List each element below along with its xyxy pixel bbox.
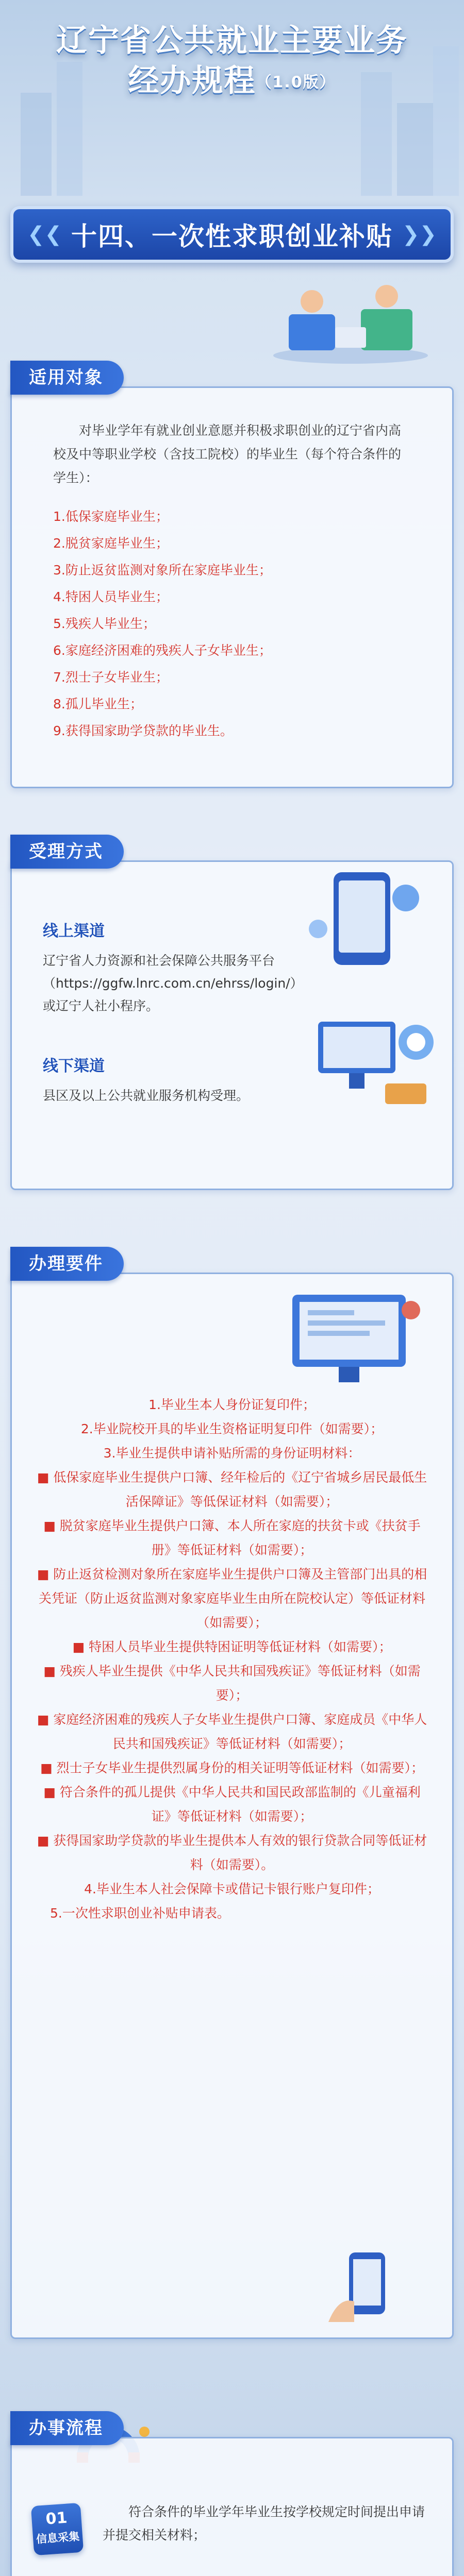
section-tag-eligibility: 适用对象 <box>10 361 124 395</box>
offline-channel-text: 县区及以上公共就业服务机构受理。 <box>43 1088 250 1103</box>
topic-title: 十四、一次性求职创业补贴 <box>71 222 393 251</box>
requirement-line: ■ 特困人员毕业生提供特困证明等低证材料（如需要）； <box>72 1639 392 1654</box>
online-channel-title: 线上渠道 <box>43 922 105 940</box>
requirement-line: ■ 残疾人毕业生提供《中华人民共和国残疾证》等低证材料（如需要）； <box>43 1664 421 1703</box>
list-item: 8.孤儿毕业生； <box>53 697 143 711</box>
page-title <box>0 21 464 103</box>
section-channels <box>10 835 454 1195</box>
list-item: 7.烈士子女毕业生； <box>53 670 169 685</box>
monitor-illustration-icon <box>272 1290 426 1387</box>
section-tag-requirements: 办理要件 <box>10 1247 124 1281</box>
requirement-line: 2.毕业院校开具的毕业生资格证明复印件（如需要）； <box>80 1421 384 1436</box>
computer-network-illustration-icon <box>308 1001 442 1109</box>
step-label: 信息采集 <box>36 2530 80 2546</box>
phone-hand-illustration-icon <box>303 867 432 970</box>
hand-phone-illustration-icon <box>318 2250 406 2327</box>
requirement-line: ■ 低保家庭毕业生提供户口簿、经年检后的《辽宁省城乡居民最低生活保障证》等低保证材料（如需要）； <box>37 1470 427 1509</box>
online-channel-text: 辽宁省人力资源和社会保障公共服务平台（https://ggfw.lnrc.com.cn/ehrss/login/）或辽宁人社小程序。 <box>43 953 303 1013</box>
list-item: 3.防止返贫监测对象所在家庭毕业生； <box>53 563 272 578</box>
title-line-1: 辽宁省公共就业主要业务 <box>56 23 408 59</box>
eligibility-list <box>53 503 411 744</box>
list-item: 9.获得国家助学贷款的毕业生。 <box>53 723 233 738</box>
requirement-line: 5.一次性求职创业补贴申请表。 <box>50 1906 230 1921</box>
section-tag-channels: 受理方式 <box>10 835 124 869</box>
left-wing-icon: ❮❮ <box>27 223 62 246</box>
right-wing-icon: ❯❯ <box>402 223 437 246</box>
eligibility-card <box>10 386 454 788</box>
step-number: 01 <box>45 2509 68 2529</box>
step-badge <box>31 2503 84 2555</box>
students-illustration-icon <box>268 278 433 366</box>
requirement-line: 1.毕业生本人身份证复印件； <box>148 1397 316 1412</box>
requirement-line: ■ 脱贫家庭毕业生提供户口簿、本人所在家庭的扶贫卡或《扶贫手册》等低证材料（如需要）； <box>43 1518 421 1557</box>
list-item: 1.低保家庭毕业生； <box>53 509 169 524</box>
list-item: 5.残疾人毕业生； <box>53 616 156 631</box>
process-card <box>10 2437 454 2576</box>
requirement-line: 4.毕业生本人社会保障卡或借记卡银行账户复印件； <box>84 1882 380 1896</box>
hero-header <box>0 0 464 196</box>
process-step-1 <box>32 2500 432 2554</box>
offline-channel-title: 线下渠道 <box>43 1057 105 1075</box>
list-item: 6.家庭经济困难的残疾人子女毕业生； <box>53 643 272 658</box>
requirement-line: 3.毕业生提供申请补贴所需的身份证明材料： <box>103 1446 361 1461</box>
section-process <box>10 2411 454 2576</box>
requirement-line: ■ 烈士子女毕业生提供烈属身份的相关证明等低证材料（如需要）； <box>40 1760 424 1775</box>
eligibility-intro: 对毕业学年有就业创业意愿并积极求职创业的辽宁省内高校及中等职业学校（含技工院校）的毕业生（每个符合条件的学生）： <box>53 423 402 485</box>
channels-card <box>10 860 454 1190</box>
version-label: （1.0版） <box>256 73 336 92</box>
list-item: 2.脱贫家庭毕业生； <box>53 536 169 551</box>
section-tag-process: 办事流程 <box>10 2411 124 2445</box>
title-line-2 <box>0 61 464 103</box>
list-item: 4.特困人员毕业生； <box>53 589 169 604</box>
section-eligibility <box>10 361 454 788</box>
section-requirements <box>10 1247 454 2349</box>
requirement-line: ■ 家庭经济困难的残疾人子女毕业生提供户口簿、家庭成员《中华人民共和国残疾证》等低证材料（如需要）； <box>37 1712 427 1751</box>
requirements-card <box>10 1273 454 2339</box>
requirement-line: ■ 获得国家助学贷款的毕业生提供本人有效的银行贷款合同等低证材料（如需要）。 <box>37 1833 427 1872</box>
requirement-line: ■ 符合条件的孤儿提供《中华人民共和国民政部监制的《儿童福利证》等低证材料（如需要）； <box>43 1785 421 1824</box>
title-line-2-text: 经办规程 <box>128 63 256 99</box>
requirement-line: ■ 防止返贫检测对象所在家庭毕业生提供户口簿及主管部门出具的相关凭证（防止返贫监测对象家庭毕业生由所在院校认定）等低证材料（如需要）； <box>37 1567 427 1630</box>
step-description: 符合条件的毕业学年毕业生按学校规定时间提出申请并提交相关材料； <box>103 2504 425 2543</box>
topic-banner <box>10 206 454 263</box>
